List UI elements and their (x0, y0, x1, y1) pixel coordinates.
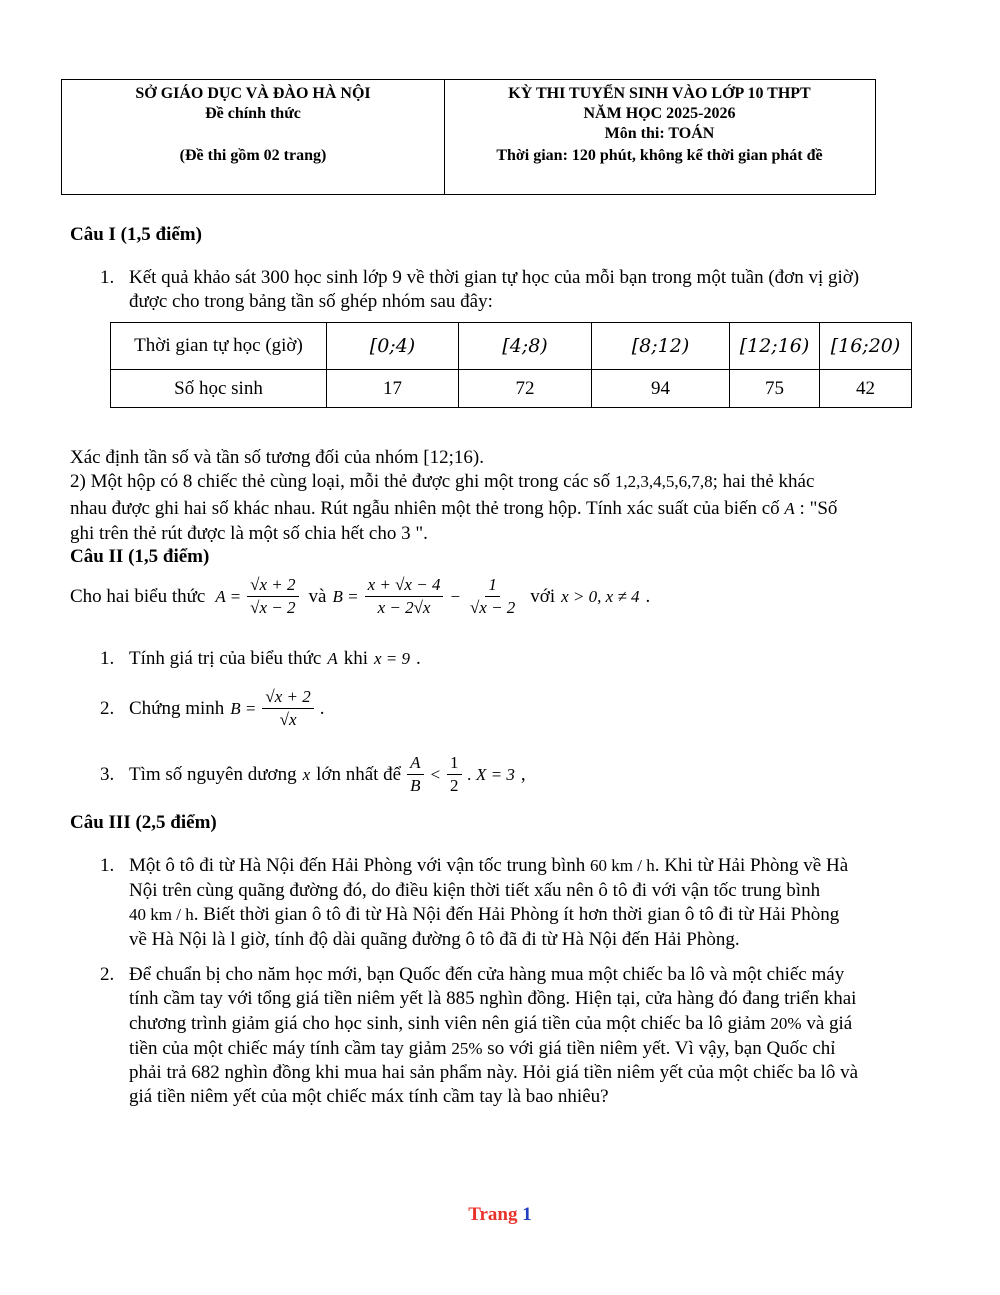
question-2-title: Câu II (1,5 điểm) (70, 546, 210, 567)
a-label: A = (215, 586, 242, 606)
q3-item-2-line-2: tính cầm tay với tổng giá tiền niêm yết là 885 nghìn đồng. Hiện tại, cửa hàng đó đang triển khai (129, 988, 857, 1009)
denominator: 2 (450, 776, 459, 795)
table-count-cell: 94 (592, 370, 730, 408)
q3-item-2-line-1: Để chuẩn bị cho năm học mới, bạn Quốc đến cửa hàng mua một chiếc ba lô và một chiếc máy (129, 964, 845, 985)
item-number: 1. (100, 648, 115, 669)
q1-item-1-line-1: Kết quả khảo sát 300 học sinh lớp 9 về thời gian tự học của mỗi bạn trong một tuần (đơn vị giờ) (129, 267, 860, 288)
q1-item-2-line-3: ghi trên thẻ rút được là một số chia hết cho 3 ". (70, 523, 428, 544)
numbers-list: 1,2,3,4,5,6,7,8 (614, 472, 713, 491)
period: . (645, 585, 651, 607)
x-value: x = 9 (374, 649, 411, 668)
header-left (62, 80, 445, 194)
page-footer (0, 1204, 1000, 1226)
q3-item-1-number: 1. (100, 855, 115, 876)
with-text: với (530, 585, 556, 607)
q3-item-2-line-4 (129, 1037, 836, 1061)
q1-item-2-line-2 (70, 497, 837, 521)
table-group-cell: [16;20) (820, 323, 912, 370)
department-name: SỞ GIÁO DỤC VÀ ĐÀO HÀ NỘI (135, 85, 371, 102)
table-count-cell: 75 (730, 370, 820, 408)
numerator: x + √x − 4 (365, 574, 444, 597)
speed-value: 60 km / h (590, 856, 655, 875)
fraction-one-half (447, 752, 462, 797)
table-group-cell: [12;16) (730, 323, 820, 370)
denominator: √x − 2 (250, 598, 296, 617)
school-year: NĂM HỌC 2025-2026 (583, 105, 736, 122)
page-count-note: (Đề thi gồm 02 trang) (179, 147, 327, 164)
q3-item-1-line-4: về Hà Nội là l giờ, tính độ dài quãng đường ô tô đã đi từ Hà Nội đến Hải Phòng. (129, 929, 740, 950)
denominator: √x (279, 710, 297, 729)
text: khi (343, 648, 368, 669)
question-3-title: Câu III (2,5 điểm) (70, 812, 217, 833)
numerator: √x + 2 (262, 686, 313, 709)
intro-text: Cho hai biểu thức (70, 585, 206, 607)
q3-item-2-line-6: giá tiền niêm yết của một chiếc máx tính cầm tay là bao nhiêu? (129, 1086, 609, 1107)
q3-item-2-line-5: phải trả 682 nghìn đồng khi mua hai sản phẩm này. Hỏi giá tiền niêm yết của một chiếc ba lô và (129, 1062, 859, 1083)
q2-item-2 (100, 686, 325, 731)
subject: Môn thi: TOÁN (604, 125, 715, 142)
q1-item-2-line-1 (70, 470, 814, 494)
q2-item-3 (100, 752, 526, 797)
expression-b-term-2 (467, 574, 518, 619)
table-row (111, 370, 912, 408)
x-symbol: x (302, 764, 311, 784)
text: Một ô tô đi từ Hà Nội đến Hải Phòng với vận tốc trung bình (129, 855, 591, 876)
q3-item-1-line-1 (129, 854, 848, 878)
q3-item-2-line-3 (129, 1012, 852, 1036)
table-group-cell: [4;8) (459, 323, 592, 370)
expression-b-term-1 (365, 574, 444, 619)
period: . (416, 648, 421, 669)
equation-rest: . X = 3 (467, 764, 515, 784)
text: tiền của một chiếc máy tính cầm tay giảm (129, 1038, 452, 1059)
q2-item-1 (100, 648, 421, 670)
numerator: 1 (485, 574, 500, 597)
text: 2) Một hộp có 8 chiếc thẻ cùng loại, mỗi thẻ được ghi một trong các số (70, 471, 615, 492)
minus-sign: − (449, 586, 461, 606)
page-label: Trang (468, 1204, 518, 1225)
table-row (111, 323, 912, 370)
numerator: A (407, 752, 423, 775)
text: lớn nhất để (316, 763, 402, 785)
table-count-cell: 42 (820, 370, 912, 408)
text: . Khi từ Hải Phòng về Hà (654, 855, 849, 876)
q2-expressions (70, 574, 650, 619)
numerator: √x + 2 (247, 574, 298, 597)
exam-title: KỲ THI TUYỂN SINH VÀO LỚP 10 THPT (508, 85, 811, 102)
discount-value: 25% (451, 1039, 483, 1058)
question-1-title: Câu I (1,5 điểm) (70, 224, 202, 245)
denominator: √x − 2 (469, 598, 516, 617)
and-text: và (308, 585, 327, 607)
item-number: 2. (100, 697, 115, 719)
q1-item-1-number: 1. (100, 267, 115, 288)
frequency-table (110, 322, 912, 408)
exam-header (61, 79, 876, 195)
denominator: B (410, 776, 421, 795)
table-count-cell: 72 (459, 370, 592, 408)
text: chương trình giảm giá cho học sinh, sinh viên nên giá tiền của một chiếc ba lô giảm (129, 1013, 771, 1034)
header-right (444, 80, 875, 194)
fraction (262, 686, 313, 731)
text: nhau được ghi hai số khác nhau. Rút ngẫu nhiên một thẻ trong hộp. Tính xác suất của biến cố (70, 498, 785, 519)
table-count-cell: 17 (327, 370, 459, 408)
q3-item-1-line-3 (129, 903, 839, 927)
text: : "Số (794, 498, 838, 519)
q1-table-question: Xác định tần số và tần số tương đối của nhóm [12;16). (70, 447, 484, 468)
speed-value: 40 km / h (129, 905, 194, 924)
denominator: x − 2√x (377, 598, 431, 617)
a-symbol: A (327, 649, 338, 668)
table-header-cell: Thời gian tự học (giờ) (111, 323, 327, 370)
period: . (319, 697, 325, 719)
q1-item-1-line-2: được cho trong bảng tần số ghép nhóm sau đây: (129, 291, 493, 312)
text: ; hai thẻ khác (712, 471, 815, 492)
discount-value: 20% (770, 1014, 802, 1033)
text: so với giá tiền niêm yết. Vì vậy, bạn Quốc chỉ (482, 1038, 836, 1059)
fraction-a-over-b (407, 752, 423, 797)
text: Tìm số nguyên dương (129, 763, 297, 785)
event-symbol: A (784, 499, 795, 518)
item-number: 3. (100, 763, 115, 785)
comma: , (520, 763, 526, 785)
text: Tính giá trị của biểu thức (129, 648, 322, 669)
q3-item-2-number: 2. (100, 964, 115, 985)
b-label: B = (332, 586, 359, 606)
text: . Biết thời gian ô tô đi từ Hà Nội đến Hải Phòng ít hơn thời gian ô tô đi từ Hải Phòng (193, 904, 840, 925)
text: và giá (801, 1013, 853, 1034)
table-group-cell: [0;4) (327, 323, 459, 370)
condition: x > 0, x ≠ 4 (561, 586, 640, 606)
less-than: < (429, 764, 441, 784)
expression-a (247, 574, 298, 619)
official-label: Đề chính thức (205, 105, 301, 122)
q3-item-1-line-2: Nội trên cùng quãng đường đó, do điều kiện thời tiết xấu nên ô tô đi với vận tốc trung bình (129, 880, 821, 901)
b-label: B = (230, 698, 257, 718)
table-group-cell: [8;12) (592, 323, 730, 370)
time-limit: Thời gian: 120 phút, không kể thời gian phát đề (496, 147, 823, 164)
table-header-cell: Số học sinh (111, 370, 327, 408)
page-number: 1 (522, 1204, 532, 1225)
numerator: 1 (447, 752, 462, 775)
text: Chứng minh (129, 697, 225, 719)
